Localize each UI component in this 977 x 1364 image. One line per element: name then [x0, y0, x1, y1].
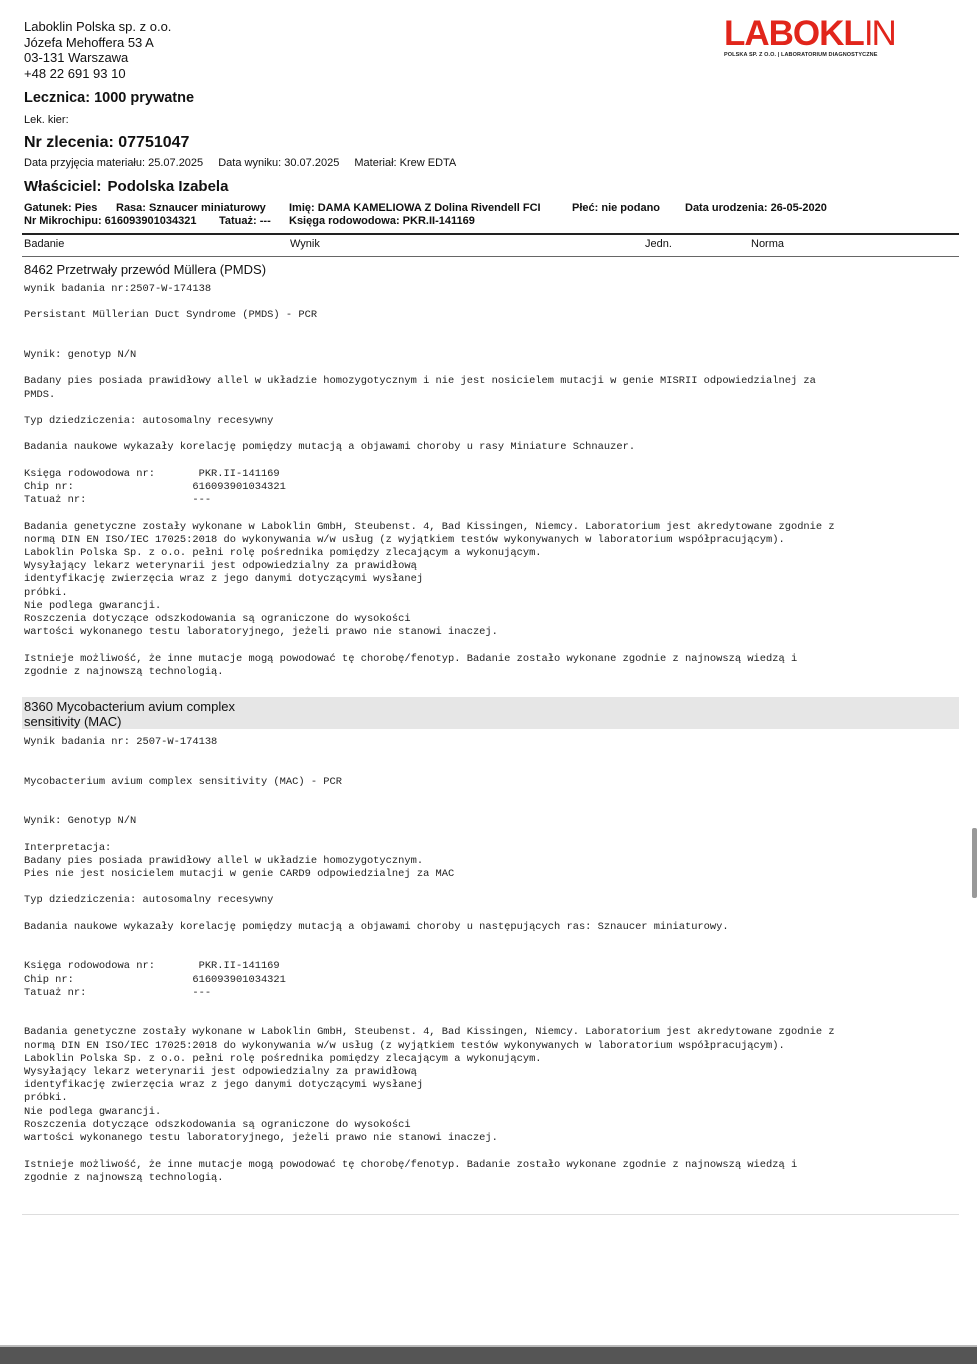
header-divider-bottom: [22, 256, 959, 257]
result-line: Roszczenia dotyczące odszkodowania są ograniczone do wysokości: [24, 1118, 411, 1131]
result-line: Typ dziedziczenia: autosomalny recesywny: [24, 894, 274, 907]
scroll-edge: [972, 828, 977, 898]
animal-birth-date: Data urodzenia: 26-05-2020: [685, 202, 827, 214]
result-line: Wysyłający lekarz weterynarii jest odpowiedzialny za prawidłową: [24, 1066, 417, 1079]
result-line: Badania naukowe wykazały korelację pomiędzy mutacją a objawami choroby u następujących ras: Sznaucer miniaturowy.: [24, 920, 729, 933]
result-line: wynik badania nr:2507-W-174138: [24, 283, 212, 295]
result-line: Wynik: genotyp N/N: [24, 349, 137, 362]
result-line: [24, 802, 835, 815]
test-title-mac: 8360 Mycobacterium avium complex sensitivity (MAC): [24, 699, 235, 729]
result-line: Laboklin Polska Sp. z o.o. pełni rolę pośrednika pomiędzy zlecającym a wykonującym.: [24, 1052, 542, 1065]
test-title-pmds: 8462 Przetrwały przewód Müllera (PMDS): [24, 262, 267, 277]
result-line: Istnieje możliwość, że inne mutacje mogą powodować tę chorobę/fenotyp. Badanie zostało wykonane zgodnie z najnowszą wiedzą i: [24, 1158, 798, 1171]
result-line: Chip nr: 616093901034321: [24, 973, 286, 986]
order-dates: [24, 157, 468, 169]
result-line: Badania genetyczne zostały wykonane w Laboklin GmbH, Steubenst. 4, Bad Kissingen, Niemcy. Laboratorium jest akredytowane zgodnie z: [24, 1026, 835, 1039]
animal-breed: Rasa: Sznaucer miniaturowy: [116, 202, 266, 214]
result-line: Badania genetyczne zostały wykonane w Laboklin GmbH, Steubenst. 4, Bad Kissingen, Niemcy. Laboratorium jest akredytowane zgodnie z: [24, 520, 835, 533]
animal-tattoo: Tatuaż: ---: [219, 215, 271, 227]
result-line: normą DIN EN ISO/IEC 17025:2018 do wykonywania w/w usług (z wyjątkiem testów wykonywanych w laboratorium współpracującym).: [24, 1039, 785, 1052]
clinic-name: Lecznica: 1000 prywatne: [24, 90, 195, 106]
result-line: [24, 881, 835, 894]
result-date: Data wyniku: 30.07.2025: [218, 157, 340, 169]
laboklin-logo: [724, 16, 919, 58]
result-line: [24, 402, 835, 415]
result-line: Nie podlega gwarancji.: [24, 1105, 162, 1118]
result-line: Mycobacterium avium complex sensitivity (MAC) - PCR: [24, 775, 343, 788]
order-number: Nr zlecenia: 07751047: [24, 134, 190, 151]
col-header-unit: Jedn.: [645, 238, 672, 250]
result-line: [24, 828, 835, 841]
result-line: [24, 1145, 835, 1158]
logo-subtitle: POLSKA SP. Z O.O. | LABORATORIUM DIAGNOSTYCZNE: [724, 52, 878, 58]
result-line: Roszczenia dotyczące odszkodowania są ograniczone do wysokości: [24, 613, 411, 626]
result-line: [24, 428, 835, 441]
result-line: Tatuaż nr: ---: [24, 986, 212, 999]
result-line: zgodnie z najnowszą technologią.: [24, 1171, 224, 1184]
result-line: [24, 639, 835, 652]
result-line: Wynik badania nr: 2507-W-174138: [24, 736, 218, 748]
result-line: Księga rodowodowa nr: PKR.II-141169: [24, 467, 280, 480]
owner-label: Właściciel:: [24, 178, 102, 195]
result-line: [24, 908, 835, 921]
logo-wordmark: LABOKLIN: [724, 14, 895, 53]
test-result-mac: [24, 736, 835, 1185]
lab-address-line: Laboklin Polska sp. z o.o.: [24, 19, 172, 34]
lead-vet-label: Lek. kier:: [24, 114, 69, 126]
result-line: [24, 323, 835, 336]
result-line: próbki.: [24, 586, 68, 599]
animal-name: Imię: DAMA KAMELIOWA Z Dolina Rivendell FCI: [289, 202, 541, 214]
lab-address-line: 03-131 Warszawa: [24, 50, 129, 65]
result-line: Księga rodowodowa nr: PKR.II-141169: [24, 960, 280, 973]
result-line: Badany pies posiada prawidłowy allel w układzie homozygotycznym.: [24, 854, 424, 867]
result-line: Pies nie jest nosicielem mutacji w genie CARD9 odpowiedzialnej za MAC: [24, 868, 455, 881]
result-line: [24, 1013, 835, 1026]
lab-address: [24, 19, 171, 81]
result-line: [24, 455, 835, 468]
page-end-divider: [22, 1214, 959, 1215]
result-line: wartości wykonanego testu laboratoryjnego, jeżeli prawo nie stanowi inaczej.: [24, 1132, 498, 1145]
result-line: PMDS.: [24, 388, 56, 401]
result-line: [24, 1000, 835, 1013]
result-line: próbki.: [24, 1092, 68, 1105]
owner: [24, 178, 228, 195]
animal-chip: Nr Mikrochipu: 616093901034321: [24, 215, 197, 227]
result-line: Wynik: Genotyp N/N: [24, 815, 137, 828]
result-line: zgodnie z najnowszą technologią.: [24, 665, 224, 678]
result-line: [24, 749, 835, 762]
result-line: Interpretacja:: [24, 841, 112, 854]
received-date: Data przyjęcia materiału: 25.07.2025: [24, 157, 204, 169]
result-line: Chip nr: 616093901034321: [24, 481, 286, 494]
col-header-test: Badanie: [24, 238, 65, 250]
animal-sex: Płeć: nie podano: [572, 202, 661, 214]
result-line: [24, 934, 835, 947]
result-line: identyfikację zwierzęcia wraz z jego danymi dotyczącymi wysłanej: [24, 1079, 424, 1092]
material: Materiał: Krew EDTA: [354, 157, 457, 169]
footer-bar: [0, 1347, 977, 1364]
result-line: Badany pies posiada prawidłowy allel w układzie homozygotycznym i nie jest nosicielem mutacji w genie MISRII odpowiedzialnej za: [24, 375, 816, 388]
result-line: [24, 762, 835, 775]
header-divider: [22, 233, 959, 235]
result-line: Nie podlega gwarancji.: [24, 599, 162, 612]
result-line: [24, 296, 835, 309]
result-line: Istnieje możliwość, że inne mutacje mogą powodować tę chorobę/fenotyp. Badanie zostało wykonane zgodnie z najnowszą wiedzą i: [24, 652, 798, 665]
test-result-pmds: [24, 283, 835, 679]
result-line: Tatuaż nr: ---: [24, 494, 212, 507]
result-line: [24, 789, 835, 802]
result-line: Laboklin Polska Sp. z o.o. pełni rolę pośrednika pomiędzy zlecającym a wykonującym.: [24, 547, 542, 560]
lab-phone: +48 22 691 93 10: [24, 65, 126, 81]
animal-pedigree: Księga rodowodowa: PKR.II-141169: [289, 215, 475, 227]
result-line: normą DIN EN ISO/IEC 17025:2018 do wykonywania w/w usług (z wyjątkiem testów wykonywanych w laboratorium współpracującym).: [24, 533, 785, 546]
lab-address-line: Józefa Mehoffera 53 A: [24, 34, 154, 50]
result-line: wartości wykonanego testu laboratoryjnego, jeżeli prawo nie stanowi inaczej.: [24, 626, 498, 639]
col-header-result: Wynik: [290, 238, 320, 250]
animal-species: Gatunek: Pies: [24, 202, 98, 214]
col-header-norm: Norma: [751, 238, 785, 250]
result-line: [24, 336, 835, 349]
result-line: Typ dziedziczenia: autosomalny recesywny: [24, 415, 274, 428]
result-line: identyfikację zwierzęcia wraz z jego danymi dotyczącymi wysłanej: [24, 573, 424, 586]
owner-name: Podolska Izabela: [107, 178, 229, 195]
result-line: [24, 507, 835, 520]
result-line: [24, 947, 835, 960]
result-line: Badania naukowe wykazały korelację pomiędzy mutacją a objawami choroby u rasy Miniature Schnauzer.: [24, 441, 636, 454]
result-line: Persistant Müllerian Duct Syndrome (PMDS) - PCR: [24, 309, 318, 322]
result-line: [24, 362, 835, 375]
result-line: Wysyłający lekarz weterynarii jest odpowiedzialny za prawidłową: [24, 560, 417, 573]
